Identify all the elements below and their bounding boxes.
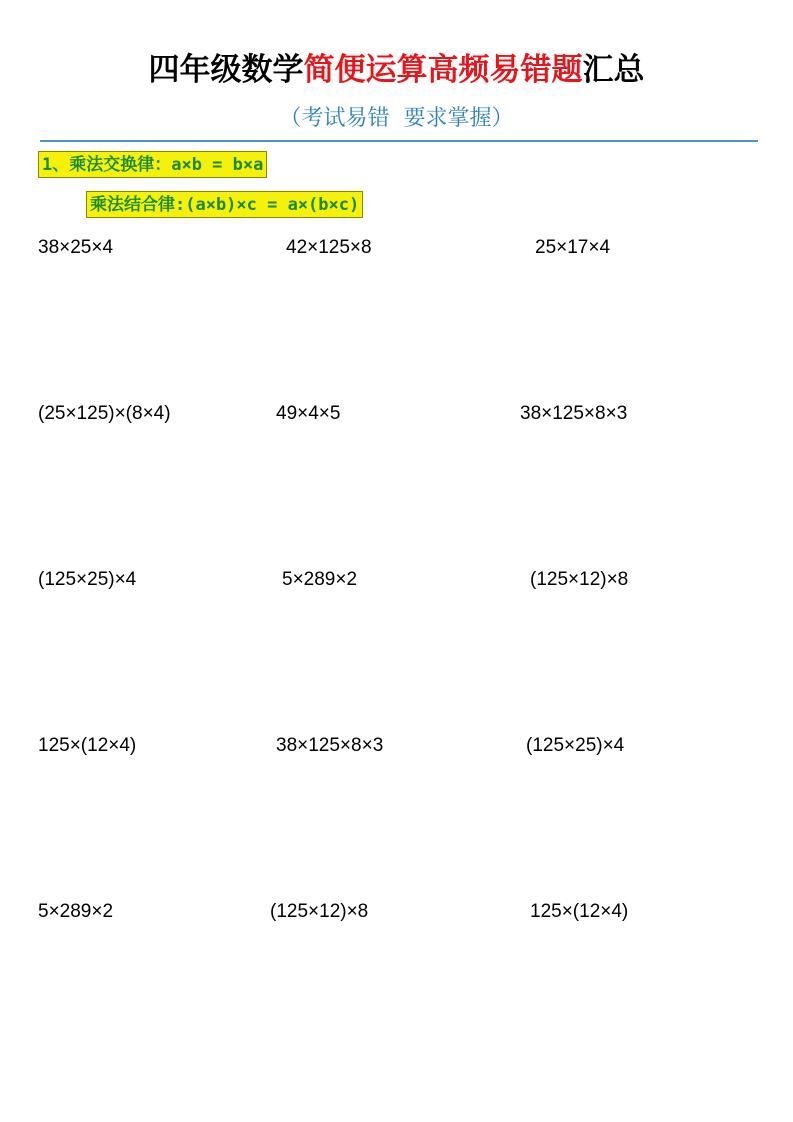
problem-r1-c2: 42×125×8 [286, 237, 372, 258]
header-divider [40, 140, 758, 142]
title-part-topic: 简便运算高频易错题 [303, 52, 583, 88]
problem-r2-c2: 49×4×5 [276, 403, 341, 424]
problem-r4-c2: 38×125×8×3 [276, 735, 384, 756]
problem-r2-c1: (25×125)×(8×4) [38, 403, 171, 424]
rule-commutative-law: 1、乘法交换律：a×b = b×a [38, 151, 267, 178]
problem-r1-c3: 25×17×4 [535, 237, 611, 258]
problem-r1-c1: 38×25×4 [38, 237, 114, 258]
problem-r5-c2: (125×12)×8 [270, 901, 369, 922]
problem-r4-c3: (125×25)×4 [526, 735, 625, 756]
problem-r2-c3: 38×125×8×3 [520, 403, 628, 424]
problem-r3-c2: 5×289×2 [282, 569, 358, 590]
title-part-grade: 四年级数学 [148, 52, 304, 88]
page-title [0, 50, 793, 90]
problem-r3-c3: (125×12)×8 [530, 569, 629, 590]
page-subtitle: （考试易错 要求掌握） [279, 106, 514, 131]
title-part-summary: 汇总 [582, 52, 645, 88]
problem-r5-c1: 5×289×2 [38, 901, 114, 922]
problem-r5-c3: 125×(12×4) [530, 901, 629, 922]
rule-associative-law: 乘法结合律:(a×b)×c = a×(b×c) [86, 191, 363, 218]
problem-r4-c1: 125×(12×4) [38, 735, 137, 756]
problem-r3-c1: (125×25)×4 [38, 569, 137, 590]
